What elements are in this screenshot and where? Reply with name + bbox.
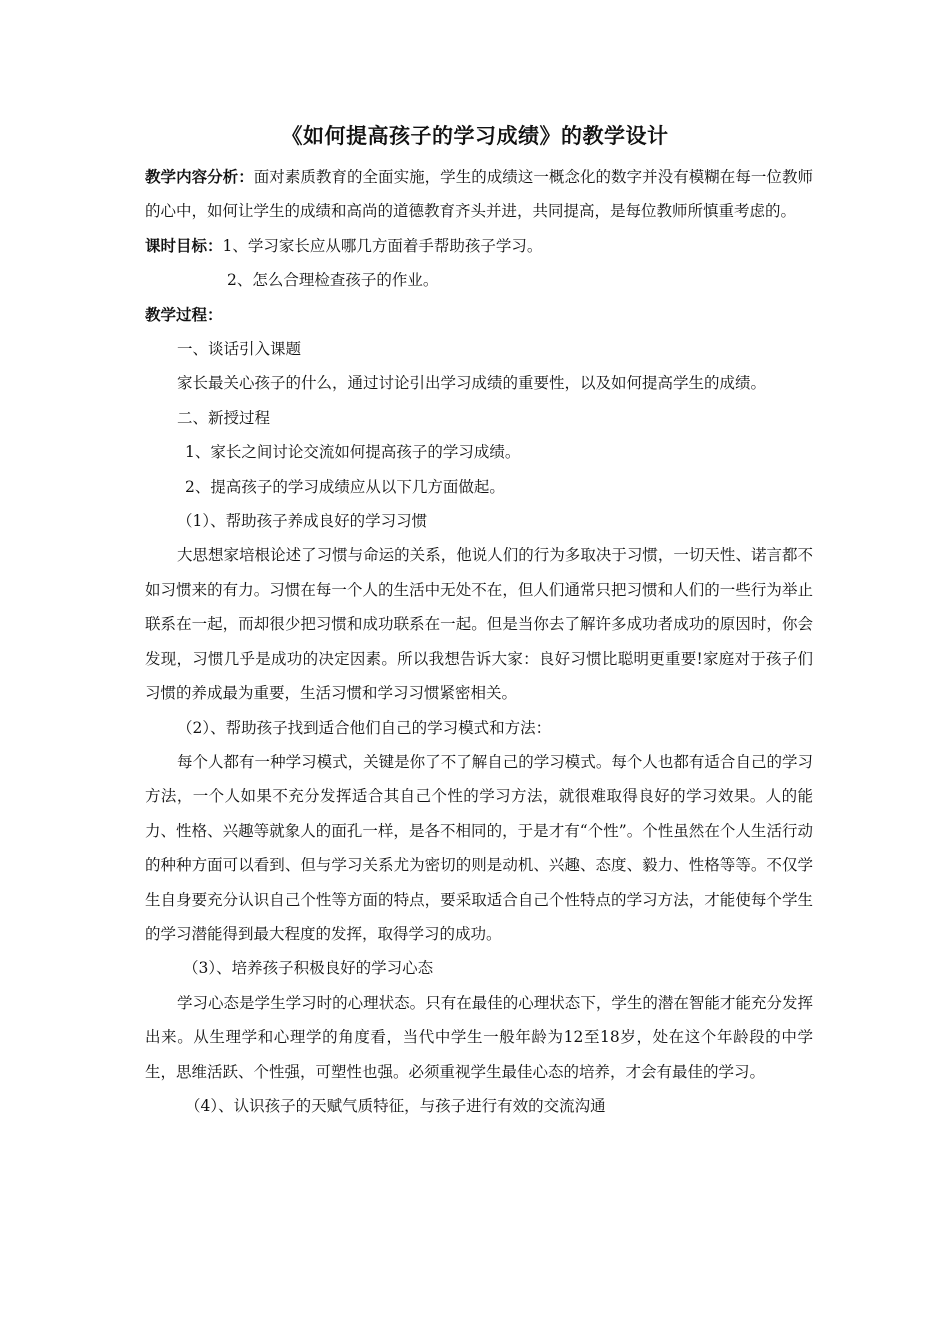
process-label: 教学过程： [145, 305, 223, 324]
analysis-paragraph [145, 160, 813, 229]
point-3-text: 学习心态是学生学习时的心理状态。只有在最佳的心理状态下，学生的潜在智能才能充分发挥出来。从生理学和心理学的角度看，当代中学生一般年龄为12至18岁，处在这个年龄段的中学生，思维活跃、个性强，可塑性也强。必须重视学生最佳心态的培养，才会有最佳的学习。 [145, 993, 813, 1081]
point-3-heading: （3）、培养孩子积极良好的学习心态 [183, 959, 434, 978]
objective-2: 2、怎么合理检查孩子的作业。 [227, 271, 439, 290]
objectives-label: 课时目标： [145, 236, 223, 255]
analysis-label: 教学内容分析： [145, 168, 254, 186]
point-1-text: 大思想家培根论述了习惯与命运的关系，他说人们的行为多取决于习惯，一切天性、诺言都不如习惯来的有力。习惯在每一个人的生活中无处不在，但人们通常只把习惯和人们的一些行为举止联系在一起，而却很少把习惯和成功联系在一起。但是当你去了解许多成功者成功的原因时，你会发现，习惯几乎是成功的决定因素。所以我想告诉大家：良好习惯比聪明更重要!家庭对于孩子们习惯的养成最为重要，生活习惯和学习习惯紧密相关。 [145, 546, 813, 703]
objective-1 [145, 229, 813, 263]
section-2-item-1: 1、家长之间讨论交流如何提高孩子的学习成绩。 [185, 443, 521, 462]
section-1-text: 家长最关心孩子的什么，通过讨论引出学习成绩的重要性，以及如何提高学生的成绩。 [177, 374, 767, 393]
analysis-text: 面对素质教育的全面实施，学生的成绩这一概念化的数字并没有模糊在每一位教师的心中，如何让学生的成绩和高尚的道德教育齐头并进，共同提高，是每位教师所慎重考虑的。 [145, 168, 813, 221]
point-2-text: 每个人都有一种学习模式，关键是你了不了解自己的学习模式。每个人也都有适合自己的学习方法，一个人如果不充分发挥适合其自己个性的学习方法，就很难取得良好的学习效果。人的能力、性格、兴趣等就象人的面孔一样，是各不相同的，于是才有“个性”。个性虽然在个人生活行动的种种方面可以看到、但与学习关系尤为密切的则是动机、兴趣、态度、毅力、性格等等。不仅学生自身要充分认识自己个性等方面的特点，要采取适合自己个性特点的学习方法，才能使每个学生的学习潜能得到最大程度的发挥，取得学习的成功。 [145, 752, 813, 943]
objective-1-text: 1、学习家长应从哪几方面着手帮助孩子学习。 [222, 236, 543, 255]
section-2-heading: 二、新授过程 [177, 408, 271, 427]
document-title: 《如何提高孩子的学习成绩》的教学设计 [281, 124, 669, 148]
point-1-heading: （1）、帮助孩子养成良好的学习习惯 [177, 512, 428, 531]
section-2-item-2: 2、提高孩子的学习成绩应从以下几方面做起。 [185, 477, 505, 496]
point-2-heading: （2）、帮助孩子找到适合他们自己的学习模式和方法： [177, 718, 552, 737]
point-4-heading: （4）、认识孩子的天赋气质特征，与孩子进行有效的交流沟通 [185, 1096, 606, 1115]
section-1-heading: 一、谈话引入课题 [177, 340, 302, 359]
document-body [145, 160, 813, 1123]
